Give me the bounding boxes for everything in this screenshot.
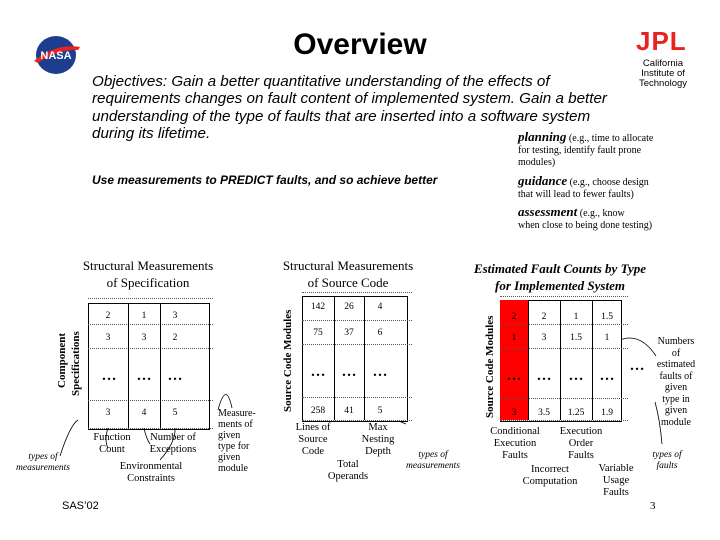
faults-col-exec-order [548, 426, 614, 462]
faults-cell: 3.5 [538, 408, 550, 418]
faults-numbers-note-3: estimated [656, 359, 696, 370]
faults-header-line-1: Estimated Fault Counts by Type [473, 261, 647, 276]
source-header [268, 257, 428, 291]
source-header-line-2: of Source Code [307, 275, 389, 290]
source-measure-note-2: ments of [218, 419, 253, 430]
faults-cell: 1.5 [601, 312, 613, 322]
spec-col-function-2: Count [99, 444, 125, 455]
faults-col-incorrect-2: Computation [522, 476, 578, 487]
spec-cell: 2 [105, 311, 111, 321]
source-cell: 6 [377, 328, 383, 338]
faults-col-conditional-1: Conditional [490, 426, 540, 437]
use-assessment-term: assessment [518, 204, 578, 219]
faults-row-axis-label [484, 316, 496, 418]
objectives-text: Objectives: Gain a better quantitative understanding of the effects of requirements changes on fault content of implemented system. Gain a better understanding of the type of faults that are inserted into a software system during its lifetime. [92, 73, 607, 143]
nasa-logo-text: NASA [40, 50, 72, 62]
faults-col-exec-order-3: Faults [568, 450, 594, 461]
spec-cell: 2 [172, 333, 178, 343]
spec-ellipsis: … [101, 368, 117, 384]
faults-numbers-note-7: given [664, 405, 688, 416]
jpl-logo: JPL [636, 26, 687, 56]
faults-ellipsis: … [568, 368, 584, 384]
faults-ellipsis: … [599, 368, 615, 384]
spec-header-line-2: of Specification [106, 275, 190, 290]
source-measure-note-1: Measure- [218, 408, 256, 419]
use-guidance-term: guidance [518, 173, 568, 188]
spec-types-2: measurements [16, 463, 70, 473]
source-types-label [398, 450, 468, 472]
faults-cell: 1.25 [567, 408, 585, 418]
source-col-nesting-2: Nesting [361, 434, 395, 445]
spec-header-line-1: Structural Measurements [82, 258, 214, 273]
faults-cell: 3 [541, 333, 547, 343]
source-cell: 41 [344, 406, 354, 416]
faults-numbers-note-1: Numbers [657, 336, 695, 347]
source-cell: 26 [344, 302, 354, 312]
spec-col-environment [96, 461, 206, 485]
faults-types-1: types of [652, 450, 682, 460]
spec-cell: 4 [141, 408, 147, 418]
faults-numbers-note-2: of [671, 347, 681, 359]
faults-types-label [640, 450, 694, 472]
use-assessment-detail-1: (e.g., know [577, 208, 625, 219]
faults-col-variable [588, 463, 644, 499]
faults-cell: 1 [573, 312, 579, 322]
source-col-nesting-1: Max [368, 422, 388, 433]
faults-numbers-note-8: module [661, 416, 691, 428]
spec-cell: 5 [172, 408, 178, 418]
source-col-loc-2: Source [298, 434, 328, 445]
use-planning-detail-1: (e.g., time to allocate [566, 133, 654, 144]
spec-types-1: types of [28, 452, 58, 462]
faults-cell: 1.5 [570, 333, 582, 343]
source-matrix [302, 296, 408, 422]
predict-text: Use measurements to PREDICT faults, and so achieve better [92, 173, 438, 187]
source-types-2: measurements [406, 461, 460, 471]
faults-cell: 2 [541, 312, 547, 322]
faults-col-exec-order-1: Execution [559, 426, 603, 437]
faults-col-incorrect [512, 464, 588, 488]
faults-cell: 1 [511, 333, 517, 343]
caltech-line-3: Technology [638, 78, 688, 89]
faults-cell: 2 [511, 312, 517, 322]
source-measure-note-4: type for [218, 441, 250, 452]
faults-row-axis-text: Source Code Modules [484, 315, 496, 418]
use-planning-detail-3: modules) [518, 157, 556, 168]
faults-numbers-note [648, 336, 704, 428]
source-measure-note-3: given [218, 430, 241, 441]
source-measure-note-5: given [218, 452, 241, 463]
faults-col-variable-1: Variable [598, 463, 634, 474]
source-col-operands-1: Total [337, 459, 359, 470]
source-ellipsis: … [372, 364, 388, 380]
source-cell: 4 [377, 302, 383, 312]
faults-numbers-note-4: faults of [659, 370, 693, 382]
use-guidance-detail-1: (e.g., choose design [567, 177, 649, 188]
source-cell: 5 [377, 406, 383, 416]
faults-col-conditional-3: Faults [502, 450, 528, 461]
source-col-operands [320, 459, 376, 483]
spec-row-axis-line-1: Component [56, 332, 68, 388]
spec-cell: 3 [141, 333, 147, 343]
spec-col-environment-1: Environmental [119, 461, 183, 472]
faults-col-incorrect-1: Incorrect [531, 464, 569, 475]
faults-cell: 1.9 [601, 408, 613, 418]
source-col-loc [285, 422, 341, 458]
source-cell: 142 [310, 302, 326, 312]
footer-left: SAS’02 [62, 500, 99, 512]
faults-col-variable-3: Faults [603, 487, 629, 498]
faults-col-conditional [480, 426, 550, 462]
use-guidance-detail-2: that will lead to fewer faults) [518, 189, 634, 200]
spec-col-function [82, 432, 142, 456]
source-header-line-1: Structural Measurements [282, 258, 414, 273]
use-planning-term: planning [518, 129, 567, 144]
faults-numbers-note-5: given [664, 382, 688, 393]
faults-ellipsis: … [506, 368, 522, 384]
faults-ellipsis: … [536, 368, 552, 384]
spec-cell: 3 [105, 333, 111, 343]
faults-header [450, 260, 670, 294]
source-row-axis-text: Source Code Modules [282, 309, 294, 412]
spec-ellipsis: … [136, 368, 152, 384]
faults-col-conditional-2: Execution [493, 438, 537, 449]
page-number: 3 [650, 500, 656, 512]
source-row-axis-label [282, 310, 294, 412]
spec-col-exceptions [138, 432, 208, 456]
source-col-operands-2: Operands [327, 471, 369, 482]
caltech-line-1: California [642, 58, 684, 69]
spec-col-exceptions-2: Exceptions [149, 444, 197, 455]
source-col-loc-1: Lines of [295, 422, 331, 433]
spec-row-axis-line-2: Specifications [70, 331, 82, 396]
source-measure-note [218, 408, 270, 474]
faults-cell: 3 [511, 408, 517, 418]
source-ellipsis: … [310, 364, 326, 380]
spec-types-label [8, 452, 78, 474]
spec-cell: 3 [105, 408, 111, 418]
caltech-line-2: Institute of [641, 68, 685, 79]
spec-cell: 1 [141, 311, 147, 321]
spec-cell: 3 [172, 311, 178, 321]
faults-col-variable-2: Usage [602, 475, 630, 486]
source-cell: 258 [310, 406, 326, 416]
source-ellipsis: … [341, 364, 357, 380]
faults-header-line-2: for Implemented System [495, 278, 625, 293]
source-types-1: types of [418, 450, 448, 460]
faults-types-2: faults [656, 461, 678, 471]
source-cell: 37 [344, 328, 354, 338]
source-col-nesting-3: Depth [365, 446, 391, 457]
use-planning-detail-2: for testing, identify fault prone [518, 145, 642, 156]
faults-col-exec-order-2: Order [568, 438, 594, 449]
spec-col-environment-2: Constraints [127, 473, 175, 484]
source-col-loc-3: Code [301, 446, 325, 457]
use-assessment-detail-2: when close to being done testing) [518, 220, 653, 231]
spec-col-exceptions-1: Number of [150, 432, 196, 443]
source-cell: 75 [313, 328, 323, 338]
spec-ellipsis: … [167, 368, 183, 384]
faults-numbers-note-6: type in [662, 393, 690, 405]
page-title: Overview [293, 28, 427, 61]
source-measure-note-6: module [218, 463, 248, 474]
spec-col-function-1: Function [93, 432, 131, 443]
faults-ellipsis: … [629, 358, 645, 374]
faults-cell: 1 [604, 333, 610, 343]
